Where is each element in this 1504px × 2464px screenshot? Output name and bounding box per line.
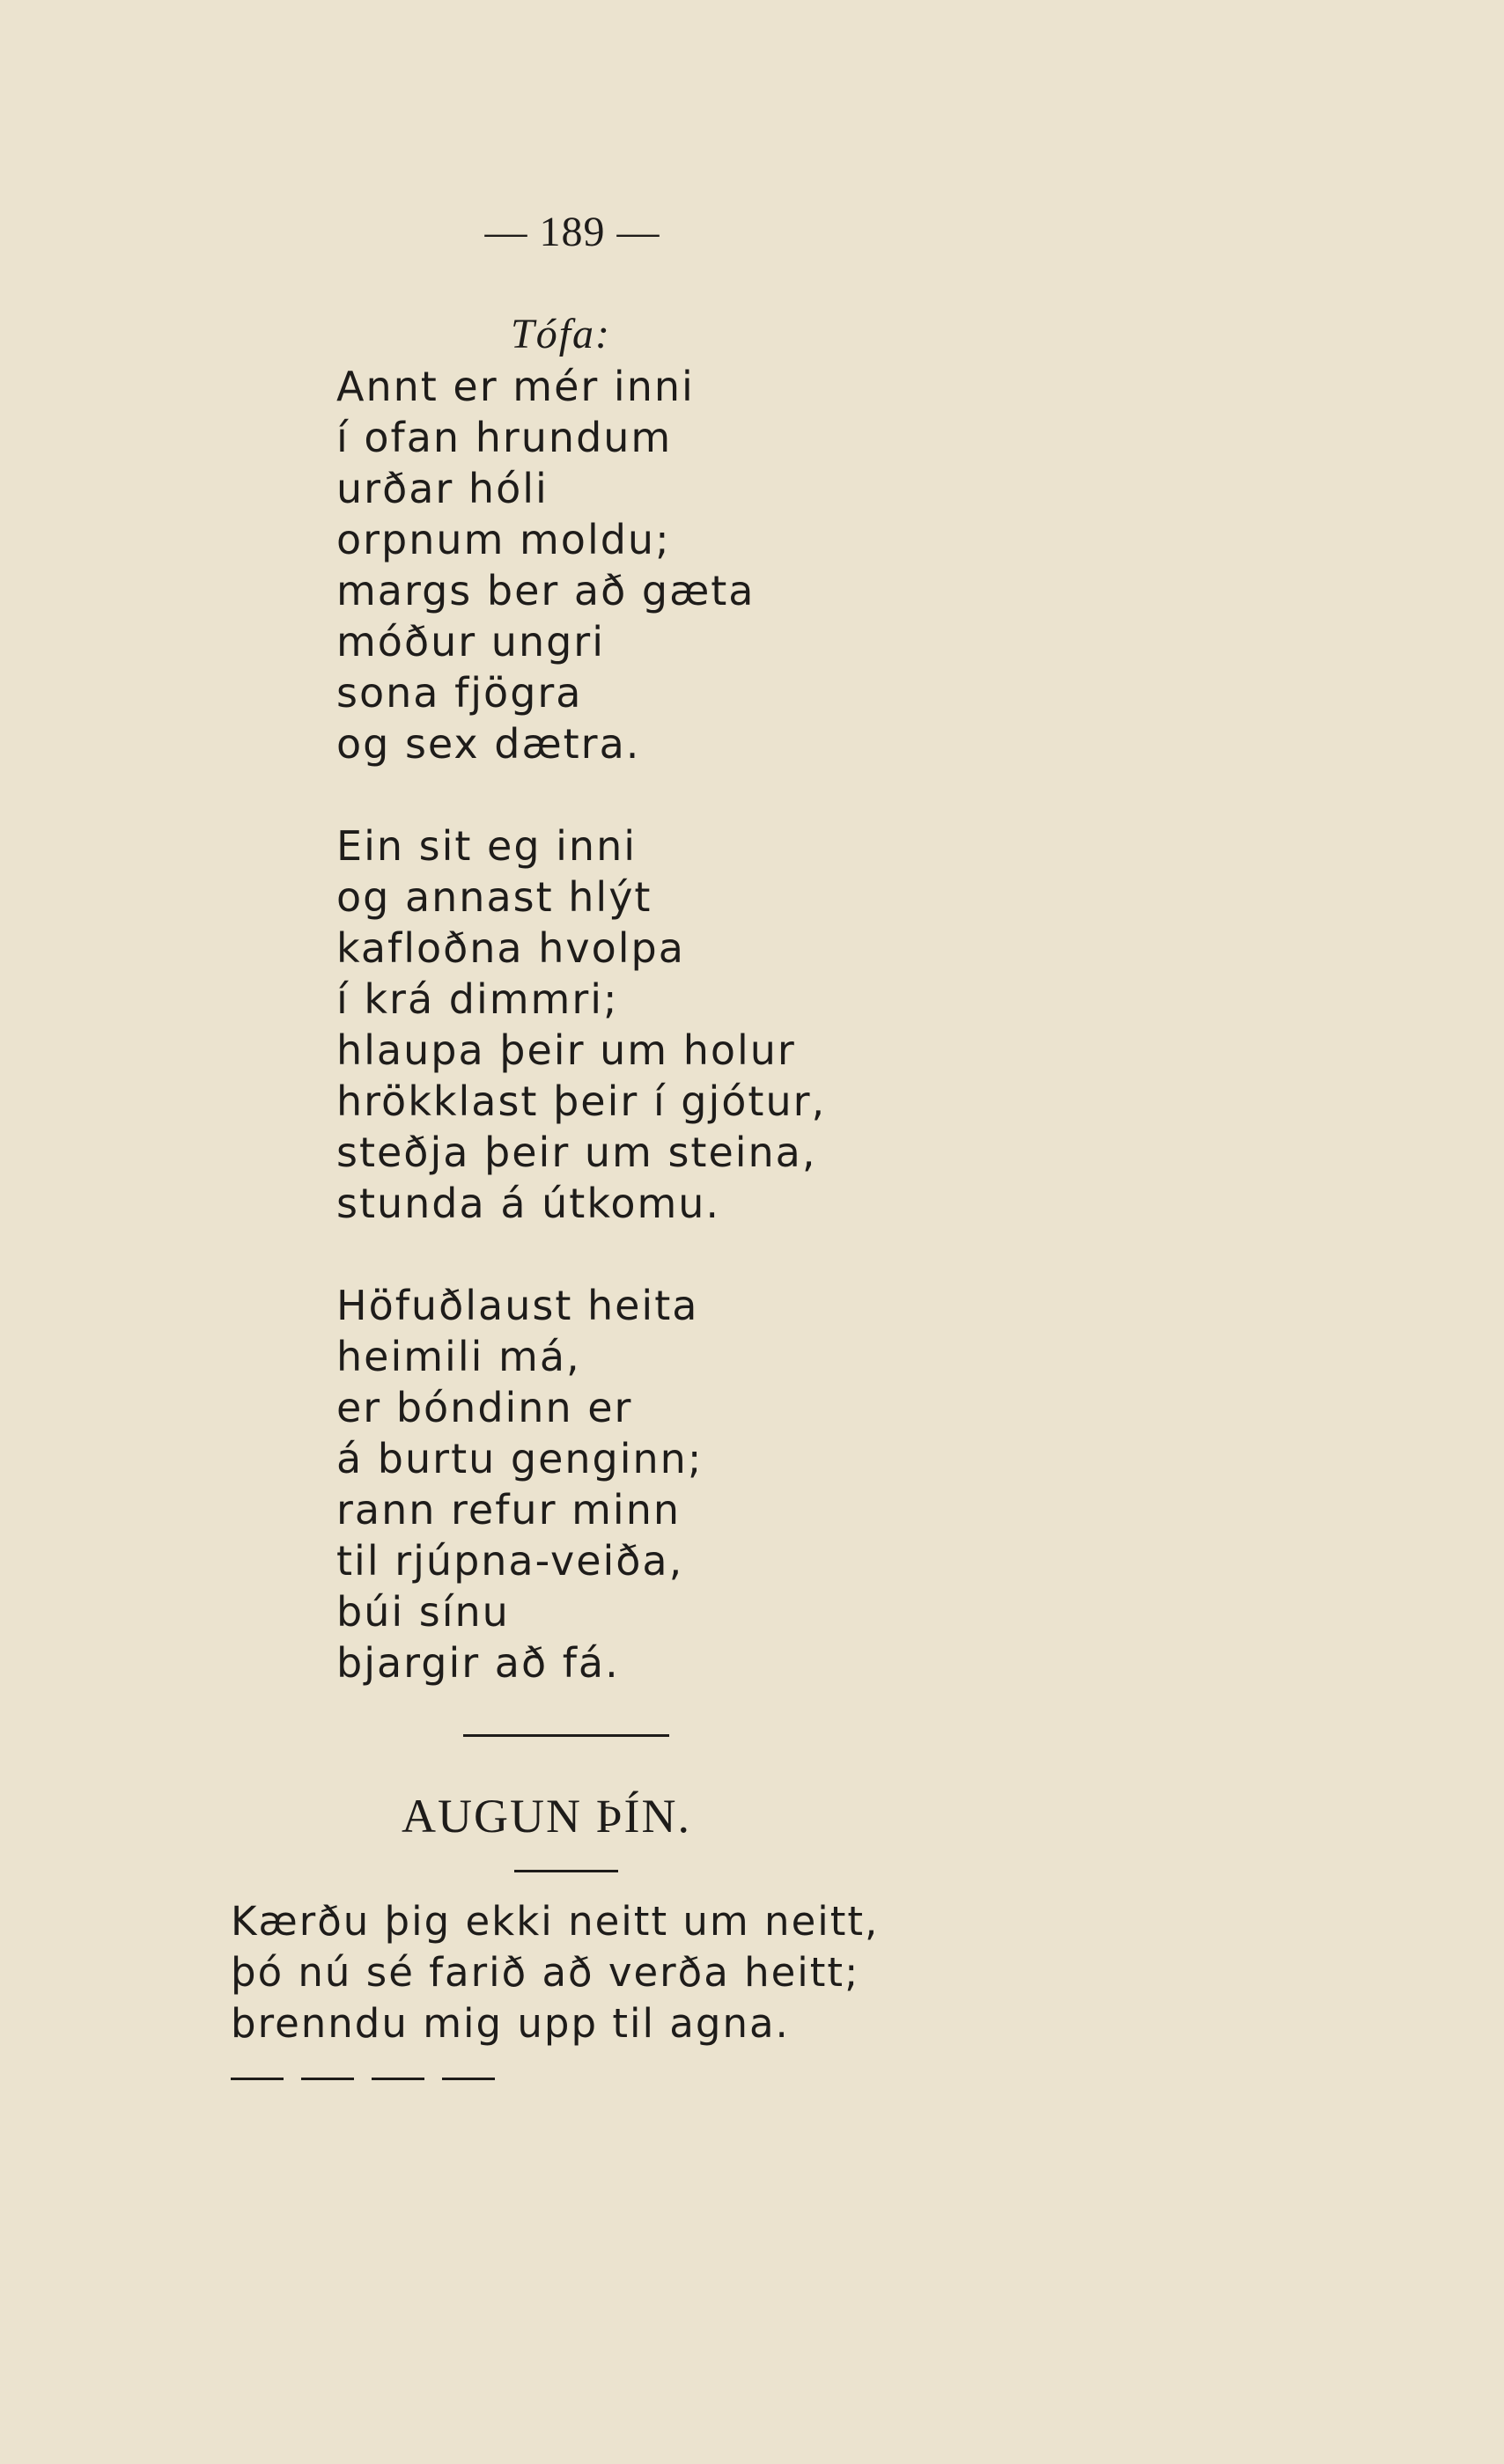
poem-title: AUGUN ÞÍN. xyxy=(402,1790,691,1842)
dash xyxy=(301,2078,354,2080)
verse-line: rann refur minn xyxy=(336,1486,682,1534)
verse-line: þó nú sé farið að verða heitt; xyxy=(231,1949,860,1996)
section-divider xyxy=(463,1734,669,1737)
verse-line: Höfuðlaust heita xyxy=(336,1282,699,1329)
title-underline xyxy=(514,1870,618,1872)
verse-line: sona fjögra xyxy=(336,669,583,717)
stanza xyxy=(336,1280,703,1688)
verse-line: og annast hlýt xyxy=(336,873,652,921)
dash xyxy=(442,2078,495,2080)
verse-line: urðar hóli xyxy=(336,465,549,512)
dash xyxy=(372,2078,424,2080)
verse-line: stunda á útkomu. xyxy=(336,1180,721,1227)
stanza xyxy=(336,820,826,1229)
speaker-name: Tófa: xyxy=(511,311,612,357)
dash xyxy=(231,2078,284,2080)
verse-line: á burtu genginn; xyxy=(336,1435,704,1482)
verse-line: Kærðu þig ekki neitt um neitt, xyxy=(231,1898,880,1945)
verse-line: margs ber að gæta xyxy=(336,567,756,614)
verse-line: kafloðna hvolpa xyxy=(336,924,685,972)
verse-line: brenndu mig upp til agna. xyxy=(231,2000,790,2047)
verse-block xyxy=(231,1896,879,2049)
verse-line: í ofan hrundum xyxy=(336,414,673,461)
verse-line: hrökklast þeir í gjótur, xyxy=(336,1078,827,1125)
verse-line: hlaupa þeir um holur xyxy=(336,1026,796,1074)
verse-line: er bóndinn er xyxy=(336,1384,633,1431)
verse-line: bjargir að fá. xyxy=(336,1639,620,1687)
verse-line: í krá dimmri; xyxy=(336,975,619,1023)
verse-line: búi sínu xyxy=(336,1588,510,1636)
verse-line: Ein sit eg inni xyxy=(336,822,638,870)
verse-line: til rjúpna-veiða, xyxy=(336,1537,684,1585)
verse-line: heimili má, xyxy=(336,1333,581,1380)
ellipsis-dashes xyxy=(231,2078,495,2080)
verse-line: steðja þeir um steina, xyxy=(336,1129,817,1176)
verse-line: Annt er mér inni xyxy=(336,363,695,410)
verse-line: og sex dætra. xyxy=(336,720,641,768)
verse-line: móður ungri xyxy=(336,618,605,666)
verse-line: orpnum moldu; xyxy=(336,516,671,563)
stanza xyxy=(336,361,755,769)
page-number: — 189 — xyxy=(484,209,660,255)
